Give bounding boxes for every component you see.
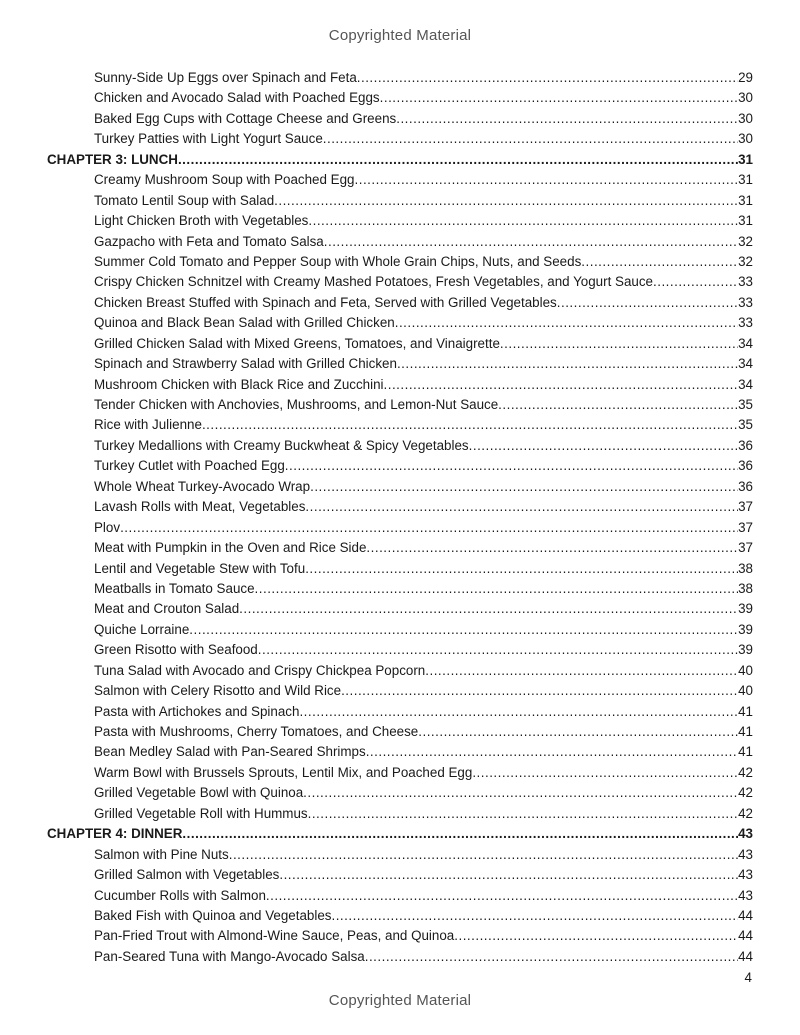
toc-title: Quinoa and Black Bean Salad with Grilled Chicken — [94, 315, 395, 331]
toc-page-number: 42 — [738, 764, 753, 780]
toc-title: Summer Cold Tomato and Pepper Soup with Whole Grain Chips, Nuts, and Seeds — [94, 253, 582, 269]
toc-entry — [47, 88, 753, 108]
dot-leader — [355, 170, 739, 190]
dot-leader — [581, 252, 738, 272]
toc-entry — [47, 620, 753, 640]
toc-page-number: 44 — [738, 948, 753, 964]
toc-title: Crispy Chicken Schnitzel with Creamy Mashed Potatoes, Fresh Vegetables, and Yogurt Sauce — [94, 274, 653, 290]
toc-page-number: 35 — [738, 417, 753, 433]
dot-leader — [418, 722, 738, 742]
toc-entry — [47, 538, 753, 558]
toc-page-number: 37 — [738, 540, 753, 556]
dot-leader — [366, 538, 738, 558]
dot-leader — [305, 559, 738, 579]
toc-page-number: 33 — [738, 315, 753, 331]
dot-leader — [258, 640, 738, 660]
toc-title: Rice with Julienne — [94, 417, 202, 433]
dot-leader — [557, 293, 738, 313]
toc-page-number: 35 — [738, 397, 753, 412]
toc-page-number: 37 — [738, 519, 753, 535]
toc-entry — [47, 232, 753, 252]
toc-page-number: 31 — [738, 172, 753, 188]
dot-leader — [303, 783, 738, 803]
toc-page-number: 39 — [738, 601, 753, 617]
dot-leader — [310, 477, 738, 497]
toc-entry — [47, 415, 753, 435]
dot-leader — [202, 415, 738, 435]
toc-title: Grilled Chicken Salad with Mixed Greens, Tomatoes, and Vinaigrette — [94, 335, 500, 351]
toc-title: Turkey Medallions with Creamy Buckwheat & Spicy Vegetables — [94, 437, 469, 453]
toc-page-number: 43 — [738, 826, 753, 842]
toc-title: Grilled Vegetable Roll with Hummus — [94, 805, 308, 821]
toc-entry — [47, 313, 753, 333]
toc-title: Baked Fish with Quinoa and Vegetables — [94, 907, 332, 923]
dot-leader — [331, 906, 738, 926]
dot-leader — [454, 926, 738, 946]
dot-leader — [279, 865, 738, 885]
dot-leader — [395, 313, 738, 333]
toc-title: Meat with Pumpkin in the Oven and Rice Side — [94, 540, 367, 556]
dot-leader — [266, 886, 738, 906]
toc-entry — [47, 947, 753, 967]
toc-title: Lavash Rolls with Meat, Vegetables — [94, 499, 306, 515]
toc-entry — [47, 742, 753, 762]
toc-entry — [47, 109, 753, 129]
toc-entry — [47, 702, 753, 722]
dot-leader — [182, 824, 738, 844]
toc-title: Meatballs in Tomato Sauce — [94, 580, 255, 596]
dot-leader — [425, 661, 738, 681]
toc-title: Gazpacho with Feta and Tomato Salsa — [94, 233, 324, 249]
copyright-banner-bottom: Copyrighted Material — [328, 992, 472, 1009]
toc-title: Creamy Mushroom Soup with Poached Egg — [94, 172, 355, 188]
dot-leader — [341, 681, 738, 701]
toc-title: Pasta with Mushrooms, Cherry Tomatoes, and Cheese — [94, 724, 419, 739]
dot-leader — [384, 375, 739, 395]
toc-entry — [47, 191, 753, 211]
toc-page-number: 38 — [738, 560, 753, 576]
dot-leader — [308, 211, 738, 231]
toc-entry — [47, 886, 753, 906]
toc-entry — [47, 334, 753, 354]
toc-entry — [47, 559, 753, 579]
toc-page-number: 44 — [738, 907, 753, 923]
dot-leader — [255, 579, 739, 599]
toc-title: CHAPTER 4: DINNER — [47, 826, 183, 842]
toc-page-number: 36 — [738, 458, 753, 474]
toc-entry — [47, 395, 753, 415]
toc-entry — [47, 783, 753, 803]
toc-chapter-heading — [47, 150, 753, 170]
toc-title: Warm Bowl with Brussels Sprouts, Lentil Mix, and Poached Egg — [94, 764, 473, 780]
toc-title: Bean Medley Salad with Pan-Seared Shrimps — [94, 744, 366, 760]
toc-title: Cucumber Rolls with Salmon — [94, 887, 266, 903]
dot-leader — [500, 334, 738, 354]
toc-title: Whole Wheat Turkey-Avocado Wrap — [94, 478, 311, 494]
dot-leader — [397, 354, 738, 374]
toc-entry — [47, 722, 753, 742]
toc-page-number: 42 — [738, 805, 753, 821]
toc-title: Green Risotto with Seafood — [94, 642, 258, 658]
toc-page-number: 32 — [738, 233, 753, 249]
toc-title: Lentil and Vegetable Stew with Tofu — [94, 560, 306, 576]
toc-entry — [47, 926, 753, 946]
toc-title: Light Chicken Broth with Vegetables — [94, 213, 309, 229]
toc-page-number: 34 — [738, 335, 753, 351]
toc-page-number: 30 — [738, 110, 753, 126]
toc-entry — [47, 456, 753, 476]
page-number: 4 — [744, 970, 752, 985]
toc-page-number: 39 — [738, 642, 753, 658]
toc-entry — [47, 518, 753, 538]
toc-entry — [47, 640, 753, 660]
dot-leader — [357, 68, 738, 88]
toc-entry — [47, 68, 753, 88]
toc-page-number: 33 — [738, 294, 753, 310]
toc-page-number: 39 — [738, 621, 753, 637]
toc-page-number: 37 — [738, 499, 753, 515]
dot-leader — [365, 947, 738, 967]
toc-entry — [47, 272, 753, 292]
toc-title: Tuna Salad with Avocado and Crispy Chickpea Popcorn — [94, 662, 426, 678]
toc-page-number: 40 — [738, 683, 753, 699]
toc-page-number: 40 — [738, 662, 753, 678]
dot-leader — [239, 599, 738, 619]
toc-entry — [47, 763, 753, 783]
dot-leader — [653, 272, 738, 292]
dot-leader — [285, 456, 738, 476]
dot-leader — [120, 518, 738, 538]
toc-title: Chicken and Avocado Salad with Poached Eggs — [94, 90, 380, 106]
toc-entry — [47, 497, 753, 517]
toc-title: Pan-Seared Tuna with Mango-Avocado Salsa — [94, 948, 365, 964]
dot-leader — [469, 436, 738, 456]
toc-entry — [47, 129, 753, 149]
toc-page-number: 34 — [738, 376, 753, 392]
toc-entry — [47, 906, 753, 926]
dot-leader — [324, 232, 738, 252]
dot-leader — [305, 497, 738, 517]
toc-title: Tomato Lentil Soup with Salad — [94, 192, 275, 208]
toc-entry — [47, 661, 753, 681]
toc-title: Sunny-Side Up Eggs over Spinach and Feta — [94, 70, 357, 85]
toc-entry — [47, 436, 753, 456]
toc-title: Pan-Fried Trout with Almond-Wine Sauce, Peas, and Quinoa — [94, 928, 455, 944]
toc-page-number: 31 — [738, 192, 753, 208]
toc-page-number: 31 — [738, 151, 753, 167]
toc-page-number: 29 — [738, 70, 753, 85]
toc-page-number: 41 — [738, 744, 753, 760]
toc-page-number: 41 — [738, 724, 753, 739]
toc-entry — [47, 252, 753, 272]
toc-page-number: 41 — [738, 703, 753, 719]
dot-leader — [366, 742, 738, 762]
toc-entry — [47, 599, 753, 619]
toc-entry — [47, 579, 753, 599]
toc-page-number: 34 — [738, 356, 753, 372]
dot-leader — [472, 763, 738, 783]
dot-leader — [229, 845, 738, 865]
dot-leader — [323, 129, 738, 149]
dot-leader — [498, 395, 738, 415]
toc-entry — [47, 804, 753, 824]
toc-entry — [47, 375, 753, 395]
dot-leader — [189, 620, 738, 640]
toc-entry — [47, 170, 753, 190]
toc-page-number: 43 — [738, 846, 753, 862]
toc-title: Turkey Patties with Light Yogurt Sauce — [94, 131, 323, 147]
toc-page-number: 38 — [738, 580, 753, 596]
toc-entry — [47, 354, 753, 374]
toc-title: Turkey Cutlet with Poached Egg — [94, 458, 285, 474]
toc-title: CHAPTER 3: LUNCH — [47, 151, 178, 167]
toc-page-number: 30 — [738, 131, 753, 147]
dot-leader — [299, 702, 738, 722]
toc-page-number: 36 — [738, 437, 753, 453]
toc-title: Baked Egg Cups with Cottage Cheese and Greens — [94, 110, 397, 126]
toc-entry — [47, 477, 753, 497]
toc-title: Spinach and Strawberry Salad with Grilled Chicken — [94, 356, 397, 372]
dot-leader — [178, 150, 738, 170]
toc-page-number: 43 — [738, 867, 753, 883]
toc-title: Chicken Breast Stuffed with Spinach and Feta, Served with Grilled Vegetables — [94, 294, 557, 310]
toc-title: Quiche Lorraine — [94, 621, 190, 637]
toc-page-number: 30 — [738, 90, 753, 106]
toc-entry — [47, 845, 753, 865]
toc-page-number: 44 — [738, 928, 753, 944]
toc-page-number: 43 — [738, 887, 753, 903]
dot-leader — [380, 88, 738, 108]
toc-title: Salmon with Celery Risotto and Wild Rice — [94, 683, 342, 699]
copyright-banner-top: Copyrighted Material — [328, 27, 472, 44]
toc-entry — [47, 865, 753, 885]
toc-page-number: 36 — [738, 478, 753, 494]
toc-entry — [47, 293, 753, 313]
toc-title: Meat and Crouton Salad — [94, 601, 240, 617]
toc-title: Grilled Vegetable Bowl with Quinoa — [94, 785, 304, 801]
toc-title: Pasta with Artichokes and Spinach — [94, 703, 300, 719]
table-of-contents — [47, 68, 753, 967]
toc-title: Salmon with Pine Nuts — [94, 846, 229, 862]
toc-title: Grilled Salmon with Vegetables — [94, 867, 280, 883]
toc-page-number: 33 — [738, 274, 753, 290]
dot-leader — [396, 109, 738, 129]
toc-entry — [47, 681, 753, 701]
toc-page-number: 32 — [738, 253, 753, 269]
dot-leader — [308, 804, 738, 824]
toc-entry — [47, 211, 753, 231]
dot-leader — [274, 191, 738, 211]
toc-title: Plov — [94, 519, 121, 535]
toc-title: Mushroom Chicken with Black Rice and Zucchini — [94, 376, 384, 392]
toc-chapter-heading — [47, 824, 753, 844]
toc-page-number: 31 — [738, 213, 753, 229]
toc-title: Tender Chicken with Anchovies, Mushrooms, and Lemon-Nut Sauce — [94, 397, 499, 412]
toc-page-number: 42 — [738, 785, 753, 801]
